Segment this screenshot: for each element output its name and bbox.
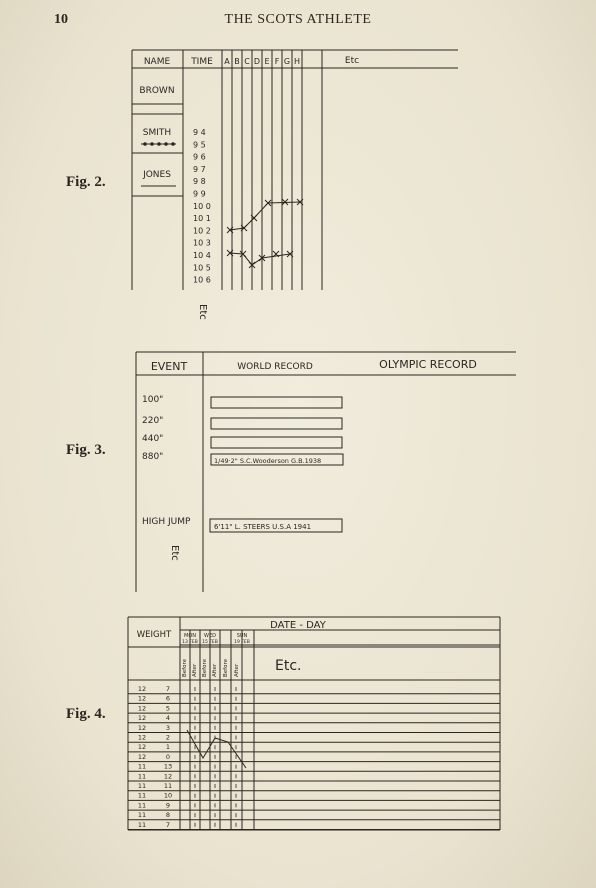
fig4-weight-st-4: 12 bbox=[137, 723, 147, 732]
fig3-event-4: HIGH JUMP bbox=[142, 517, 191, 527]
fig3-etc-rotated: Etc bbox=[169, 545, 180, 561]
fig4-weight-lb-9: 12 bbox=[163, 772, 173, 781]
fig4-before-after-4: Before bbox=[223, 659, 229, 677]
fig2-time-4: 9 8 bbox=[193, 177, 206, 187]
fig3-label: Fig. 3. bbox=[66, 442, 106, 458]
fig4-day-sun: SUN bbox=[236, 633, 248, 639]
fig4-weight-lb-2: 5 bbox=[165, 704, 171, 713]
fig2-time-7: 10 1 bbox=[193, 214, 211, 224]
fig2-etc-rotated: Etc bbox=[197, 304, 208, 320]
fig4-weight-st-10: 11 bbox=[137, 782, 147, 790]
fig2-label: Fig. 2. bbox=[66, 174, 106, 190]
fig4-weight-lb-3: 4 bbox=[165, 714, 171, 723]
fig3-record-box-220 bbox=[211, 418, 342, 429]
fig4-weight-lb-6: 1 bbox=[165, 743, 171, 752]
fig3-event-1: 220" bbox=[142, 416, 164, 426]
fig4-day-sun-date: 19 FEB bbox=[234, 640, 250, 645]
fig2-col-c: C bbox=[244, 57, 250, 66]
fig4-weight-lb-4: 3 bbox=[165, 723, 171, 732]
fig2-name-smith: SMITH bbox=[142, 128, 172, 138]
fig4-header-date: DATE - DAY bbox=[270, 620, 326, 631]
fig3-event-3: 880" bbox=[142, 452, 164, 462]
fig2-col-h: H bbox=[293, 57, 301, 66]
fig2-time-1: 9 5 bbox=[193, 140, 206, 150]
fig4-before-after-3: After bbox=[212, 663, 218, 677]
fig4-day-wed: WED bbox=[204, 633, 216, 639]
fig4-weight-lb-12: 9 bbox=[165, 801, 171, 810]
page-title: THE SCOTS ATHLETE bbox=[224, 12, 372, 27]
fig2-smith-dot bbox=[157, 142, 161, 146]
fig4-before-after-0: Before bbox=[182, 659, 188, 677]
fig2-time-8: 10 2 bbox=[193, 226, 211, 236]
fig3-header-world: WORLD RECORD bbox=[237, 362, 313, 372]
fig2-time-10: 10 4 bbox=[193, 251, 211, 260]
fig3-record-box-100 bbox=[211, 397, 342, 408]
fig2-col-d: D bbox=[253, 57, 261, 66]
fig4-before-after-5: After bbox=[234, 663, 240, 677]
fig4-etc: Etc. bbox=[275, 658, 302, 674]
fig2-time-0: 9 4 bbox=[193, 128, 206, 137]
fig2-name-jones: JONES bbox=[143, 170, 171, 180]
fig3-header-olympic: OLYMPIC RECORD bbox=[379, 358, 477, 371]
fig4-day-mon-date: 13 FEB bbox=[182, 640, 198, 645]
fig2-col-etc: Etc bbox=[344, 56, 360, 66]
fig4-weight-lb-7: 0 bbox=[165, 752, 171, 761]
fig2-col-name: NAME bbox=[143, 57, 171, 67]
fig4-weight-lb-8: 13 bbox=[163, 762, 173, 771]
fig3-header-event: EVENT bbox=[150, 360, 188, 373]
fig4-before-after-1: After bbox=[192, 663, 198, 677]
fig4-weight-st-9: 11 bbox=[137, 772, 147, 781]
fig4-weight-trend bbox=[187, 730, 246, 768]
fig2-col-a: A bbox=[224, 57, 230, 66]
fig2-smith-dot bbox=[143, 142, 147, 146]
fig2-col-b: B bbox=[234, 57, 240, 66]
fig3-record-880-text: 1/49·2" S.C.Wooderson G.B.1938 bbox=[214, 457, 322, 465]
fig4-weight-lb-5: 2 bbox=[165, 733, 171, 742]
fig2-jones-trend bbox=[230, 253, 290, 265]
fig2-smith-trend bbox=[230, 202, 300, 230]
fig4-weight-st-3: 12 bbox=[137, 714, 147, 723]
fig4-before-after-2: Before bbox=[202, 659, 208, 677]
fig2-time-3: 9 7 bbox=[193, 164, 206, 174]
fig2-time-9: 10 3 bbox=[193, 238, 211, 248]
fig4-weight-st-7: 12 bbox=[137, 752, 147, 761]
fig4-weight-st-13: 11 bbox=[137, 811, 147, 820]
fig2-time-6: 10 0 bbox=[193, 201, 211, 211]
fig2-time-5: 9 9 bbox=[193, 189, 206, 199]
fig4-weight-st-14: 11 bbox=[137, 820, 147, 829]
fig4-weight-st-1: 12 bbox=[137, 694, 147, 703]
page-number: 10 bbox=[54, 12, 68, 27]
fig2-smith-dot bbox=[150, 142, 154, 146]
fig4-weight-st-6: 12 bbox=[137, 743, 147, 752]
fig2-time-11: 10 5 bbox=[193, 263, 211, 273]
fig4-weight-lb-0: 7 bbox=[165, 685, 171, 693]
fig4-day-mon: MON bbox=[184, 633, 196, 639]
fig4-weight-lb-14: 7 bbox=[165, 820, 171, 829]
fig3-record-high-jump-text: 6'11" L. STEERS U.S.A 1941 bbox=[214, 523, 312, 531]
fig2-name-brown: BROWN bbox=[139, 86, 175, 96]
fig3-event-0: 100" bbox=[142, 395, 164, 405]
fig4-weight-st-8: 11 bbox=[137, 762, 147, 771]
fig4-weight-st-5: 12 bbox=[137, 733, 147, 742]
fig4-header-weight: WEIGHT bbox=[136, 630, 172, 640]
fig2-smith-dot bbox=[164, 142, 168, 146]
fig2-time-2: 9 6 bbox=[193, 152, 206, 162]
fig2-time-12: 10 6 bbox=[193, 275, 211, 285]
fig4-day-wed-date: 15 FEB bbox=[202, 640, 218, 645]
fig4-weight-st-2: 12 bbox=[137, 704, 147, 713]
fig2-col-e: E bbox=[264, 57, 270, 66]
fig2-col-f: F bbox=[274, 57, 280, 66]
fig4-weight-st-11: 11 bbox=[137, 791, 147, 800]
fig4-weight-lb-10: 11 bbox=[163, 782, 173, 790]
fig4-weight-st-12: 11 bbox=[137, 801, 147, 810]
fig2-smith-dot bbox=[171, 142, 175, 146]
fig3-record-box-440 bbox=[211, 437, 342, 448]
fig4-weight-lb-11: 10 bbox=[163, 791, 173, 800]
fig4-label: Fig. 4. bbox=[66, 706, 106, 722]
fig3-event-2: 440" bbox=[142, 434, 164, 444]
fig4-weight-st-0: 12 bbox=[137, 685, 147, 693]
fig2-col-time: TIME bbox=[191, 57, 213, 67]
fig2-col-g: G bbox=[283, 57, 291, 66]
fig4-weight-lb-1: 6 bbox=[165, 694, 171, 703]
fig4-weight-lb-13: 8 bbox=[165, 811, 171, 820]
